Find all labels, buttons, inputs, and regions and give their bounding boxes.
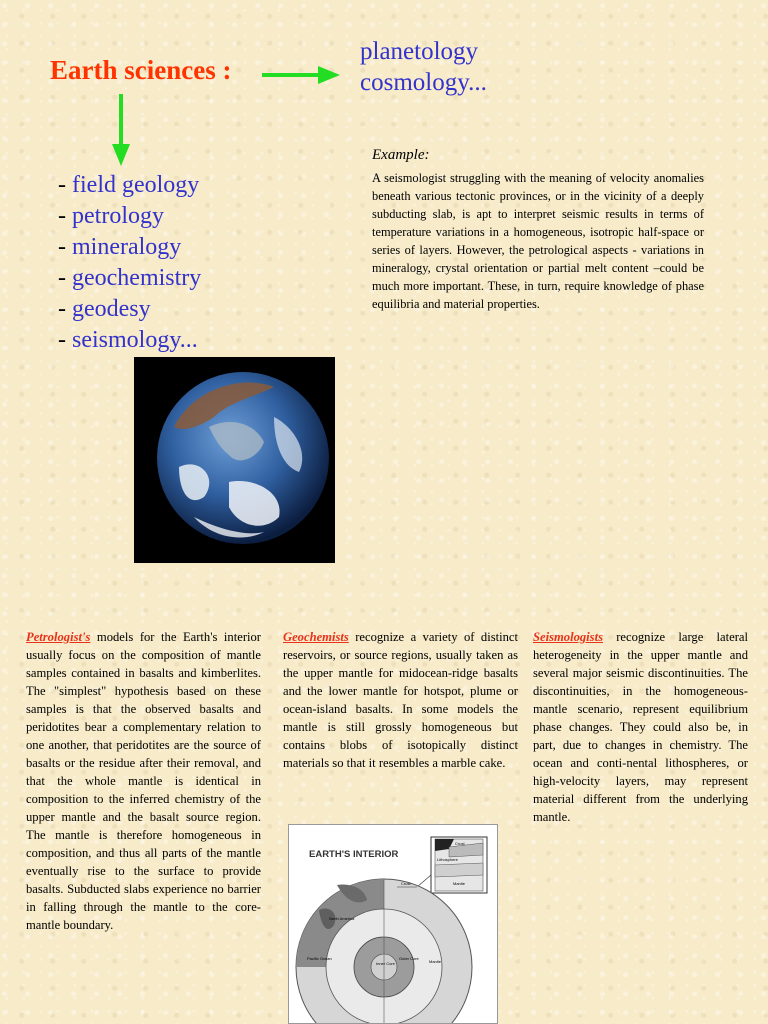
related-item: cosmology... <box>360 69 487 96</box>
subfield-label: field geology <box>72 172 200 198</box>
subfield-list <box>58 170 201 356</box>
arrow-right-icon <box>262 62 342 88</box>
geochemists-column <box>283 628 518 772</box>
arrow-down-icon <box>110 94 132 168</box>
example-text: A seismologist struggling with the meaning of velocity anomalies beneath various tectonic provinces, or in the vicinity of a deeply subducting slab, is apt to interpret seismic results in terms of temperature variations in a homogeneous, isotropic half-space or series of layers. However, the petrological aspects - variations in mineralogy, crystal orientation or partial melt content –could be much more important. These, in turn, require knowledge of phase equilibria and material properties. <box>372 171 704 311</box>
diagram-label-inner-core: Inner Core <box>376 961 395 966</box>
earth-interior-figure <box>289 825 498 1024</box>
example-label: Example: <box>372 147 430 163</box>
list-item: - geochemistry <box>58 265 202 291</box>
diagram-label-outer-core: Outer Core <box>399 956 419 961</box>
term-petrologists: Petrologist's <box>26 630 91 644</box>
seismologists-text: recognize large lateral heterogeneity in the upper mantle and several major seismic discontinuities. The discontinuities, in the homogeneous-mantle scenario, represent equilibrium phase changes. They could also be, in part, due to changes in chemistry. The ocean and conti-nental lithospheres, or high-velocity layers, may represent material different from the underlying mantle. <box>533 630 748 824</box>
page-title: Earth sciences : <box>50 55 232 85</box>
term-seismologists: Seismologists <box>533 630 603 644</box>
diagram-label-mantle: Mantle <box>429 959 442 964</box>
seismologists-column <box>533 628 748 826</box>
diagram-label-pacific-ocean: Pacific Ocean <box>307 956 332 961</box>
diagram-title: EARTH'S INTERIOR <box>309 849 399 860</box>
earth-photo <box>134 357 335 563</box>
diagram-label-north-america: North America <box>329 916 355 921</box>
inset-label-mantle: Mantle <box>453 881 466 886</box>
list-item: - mineralogy <box>58 234 182 260</box>
term-geochemists: Geochemists <box>283 630 349 644</box>
example-box <box>372 147 704 313</box>
list-item: - petrology <box>58 203 164 229</box>
list-item: - seismology... <box>58 327 198 353</box>
earth-interior-diagram <box>288 824 498 1024</box>
list-item: - field geology <box>58 172 200 198</box>
geochemists-text: recognize a variety of distinct reservoirs, or source regions, usually taken as the upper mantle for midocean-ridge basalts and the lower mantle for hotspot, plume or ocean-island basalts. In some models the mantle is still grossly homogeneous but contains blobs of isotopically distinct materials so that it resembles a marble cake. <box>283 630 518 770</box>
subfield-label: geodesy <box>72 296 151 322</box>
subfield-label: seismology... <box>72 327 198 353</box>
diagram-label-crust: Crust <box>401 881 411 886</box>
inset-label-lithosphere: Lithosphere <box>437 857 458 862</box>
inset-label-crust: Crust <box>455 841 465 846</box>
list-item: - geodesy <box>58 296 151 322</box>
petrologists-text: models for the Earth's interior usually focus on the composition of mantle samples contained in basalts and kimberlites. The "simplest" hypothesis based on these samples is that the observed basalts and peridotites bear a complementary relation to one another, that peridotites are the source of basalts or the residue after their removal, and that the whole mantle is identical in composition to the inferred chemistry of the upper mantle and the basalt source region. The mantle is therefore homogeneous in composition, and thus all parts of the mantle eventually rise to the surface to provide basalts. Subducted slabs experience no barrier in falling through the mantle to the core-mantle boundary. <box>26 630 261 932</box>
subfield-label: mineralogy <box>72 234 182 260</box>
related-sciences <box>360 36 487 98</box>
related-item: planetology <box>360 38 479 65</box>
subfield-label: petrology <box>72 203 164 229</box>
petrologists-column <box>26 628 261 934</box>
subfield-label: geochemistry <box>72 265 202 291</box>
